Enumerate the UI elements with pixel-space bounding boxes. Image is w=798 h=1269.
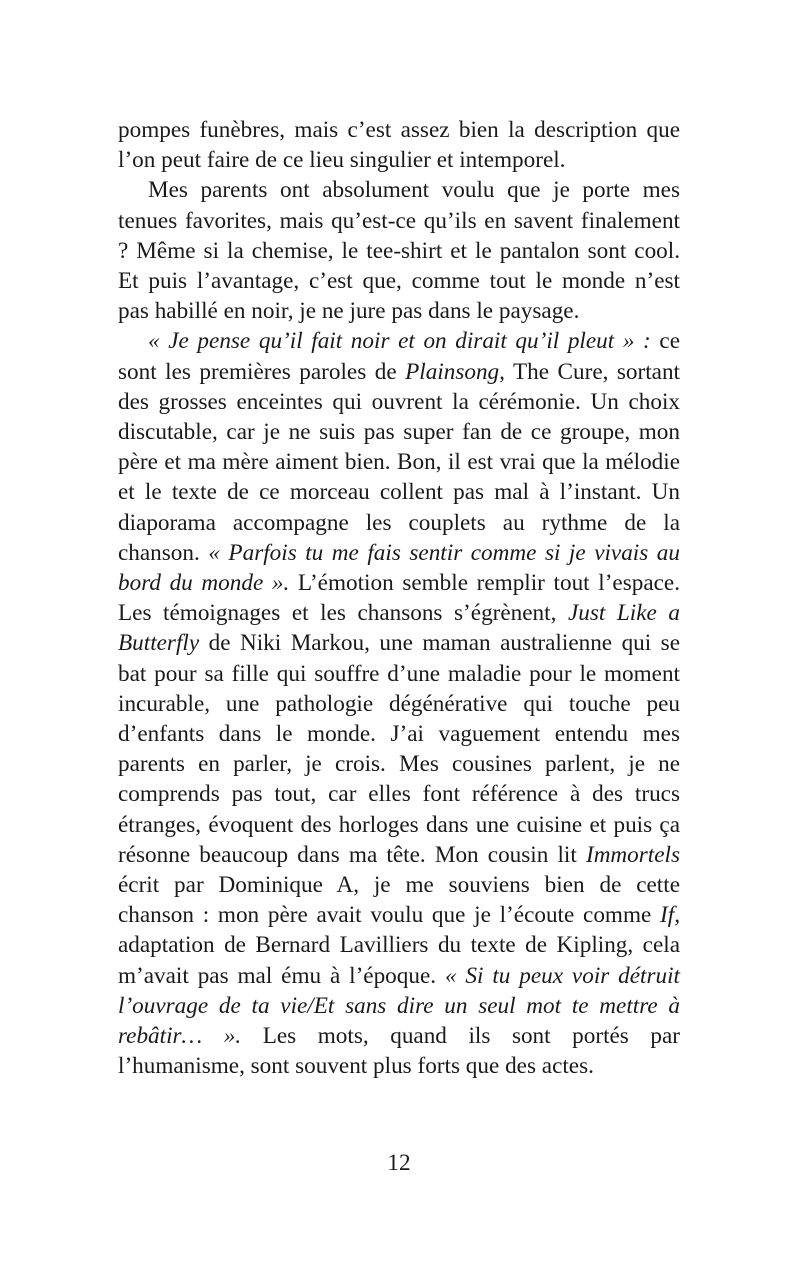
paragraph-text: de Niki Markou, une maman australienne qui se bat pour sa fille qui souffre d’une maladie pour le moment incurable, une pathologie dégénérative qui touche peu d’enfants dans le monde. J’ai vaguement entendu mes parents en parler, je crois. Mes cousines parlent, je ne comprends pas tout, car elles font référence à des trucs étranges, évoquent des horloges dans une cuisine et puis ça résonne beaucoup dans ma tête. Mon cousin lit [118,630,680,868]
lyric-quote: « Si tu peux voir détruit l’ouvrage de ta vie/Et sans dire un seul mot te mettre à rebâtir… ». [118,962,680,1050]
paragraph-text: Mes parents ont absolument voulu que je porte mes tenues favorites, mais qu’est-ce qu’ils en savent finalement ? Même si la chemise, le tee-shirt et le pantalon sont cool. Et puis l’avantage, c’est que, comme tout le monde n’est pas habillé en noir, je ne jure pas dans le paysage. [118,177,680,325]
paragraph-text: ce sont les premières paroles de [118,328,680,385]
paragraph-2 [118,175,680,326]
paragraph-text: adaptation de Bernard Lavilliers du texte de Kipling, cela m’avait pas mal ému à l’époque. [118,932,680,989]
paragraph-1 [118,115,680,175]
lyric-quote: « Je pense qu’il fait noir et on dirait qu’il pleut » : [148,328,651,355]
song-title: Immortels [585,841,680,868]
lyric-quote: « Parfois tu me fais sentir comme si je vivais au bord du monde ». [118,539,680,597]
paragraph-3 [118,326,680,1081]
song-title: Just Like a Butterfly [118,600,680,657]
paragraph-text: pompes funèbres, mais c’est assez bien la description que l’on peut faire de ce lieu singulier et intemporel. [118,117,680,174]
paragraph-text: Les mots, quand ils sont portés par l’humanisme, sont souvent plus forts que des actes. [118,1023,681,1080]
page-number: 12 [387,1150,411,1176]
paragraph-text: écrit par Dominique A, je me souviens bien de cette chanson : mon père avait voulu que je l’écoute comme [118,872,680,929]
song-title: Plainsong, [405,358,505,385]
paragraph-text: L’émotion semble remplir tout l’espace. Les témoignages et les chansons s’égrènent, [118,570,680,627]
paragraph-text: The Cure, sortant des grosses enceintes qui ouvrent la cérémonie. Un choix discutable, car je ne suis pas super fan de ce groupe, mon père et ma mère aiment bien. Bon, il est vrai que la mélodie et le texte de ce morceau collent pas mal à l’instant. Un diaporama accompagne les couplets au rythme de la chanson. [118,358,680,566]
song-title: If, [660,902,680,929]
body-text [118,115,680,1082]
